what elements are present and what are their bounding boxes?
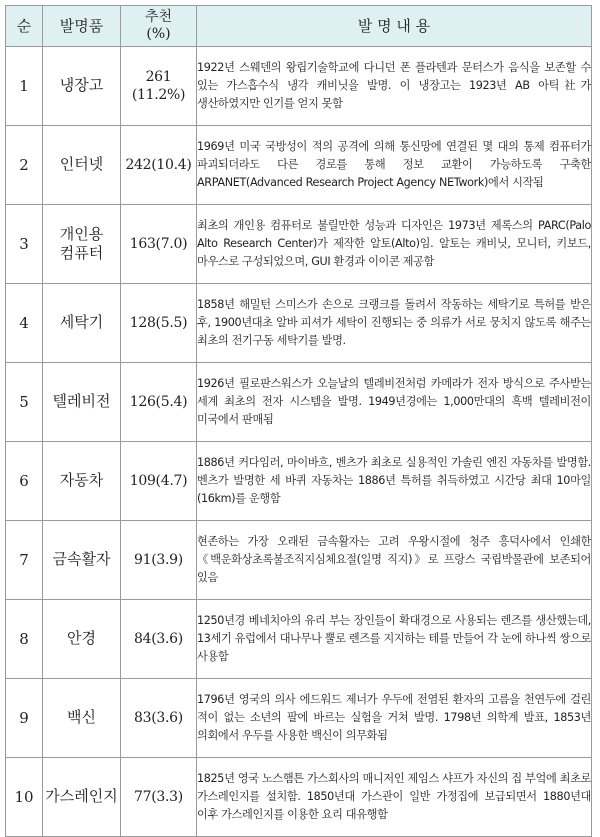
header-description: 발 명 내 용 <box>197 6 592 47</box>
description-cell: 1969년 미국 국방성이 적의 공격에 의해 통신망에 연결된 몇 대의 통제 컴퓨터가 파괴되더라도 다른 경로를 통해 정보 교환이 가능하도록 구축한 ARPANET(Advanced Research Project Agency NETwork)에서 시작됨 <box>197 126 592 205</box>
description-cell: 1250년경 베네치아의 유리 부는 장인들이 확대경으로 사용되는 렌즈를 생산했는데, 13세기 유럽에서 대나무나 뿔로 렌즈를 지지하는 테를 만들어 각 눈에 하나씩 쌍으로 사용함 <box>197 600 592 679</box>
description-cell: 1922년 스웨덴의 왕립기술학교에 다니던 폰 플라텐과 문터스가 음식을 보존할 수 있는 가스흡수식 냉각 캐비닛을 발명. 이 냉장고는 1923년 AB 아틱社가 생산하였지만 인기를 얻지 못함 <box>197 47 592 126</box>
recommendation-cell: 83(3.6) <box>121 679 197 758</box>
recommendation-cell: 77(3.3) <box>121 758 197 837</box>
table-row <box>6 600 592 679</box>
rank-cell: 5 <box>6 363 43 442</box>
invention-name-cell: 텔레비전 <box>43 363 121 442</box>
recommendation-cell: 242(10.4) <box>121 126 197 205</box>
header-no: 순 <box>6 6 43 47</box>
recommendation-cell: 126(5.4) <box>121 363 197 442</box>
table-row <box>6 126 592 205</box>
recommendation-cell: 109(4.7) <box>121 442 197 521</box>
description-cell: 1886년 커다임러, 마이바흐, 벤츠가 최초로 실용적인 가솔린 엔진 자동차를 발명함. 벤츠가 발명한 세 바퀴 자동차는 1886년 특허를 취득하였고 시간당 최대 10마일(16km)를 운행함 <box>197 442 592 521</box>
rank-cell: 10 <box>6 758 43 837</box>
table-row <box>6 363 592 442</box>
invention-name-cell: 가스레인지 <box>43 758 121 837</box>
recommendation-cell: 128(5.5) <box>121 284 197 363</box>
description-cell: 1796년 영국의 의사 에드워드 제너가 우두에 전염된 환자의 고름을 천연두에 걸린 적이 없는 소년의 팔에 바르는 실험을 거쳐 발명. 1798년 의학계 발표, 1853년 의회에서 우두를 사용한 백신이 의무화됨 <box>197 679 592 758</box>
rank-cell: 4 <box>6 284 43 363</box>
recommendation-cell: 84(3.6) <box>121 600 197 679</box>
description-cell: 최초의 개인용 컴퓨터로 불릴만한 성능과 디자인은 1973년 제록스의 PARC(Palo Alto Research Center)가 제작한 알토(Alto)임. 알토는 캐비닛, 모니터, 키보드, 마우스로 구성되었으며, GUI 환경과 이이콘 제공함 <box>197 205 592 284</box>
table-row <box>6 47 592 126</box>
rank-cell: 2 <box>6 126 43 205</box>
invention-name-cell: 금속활자 <box>43 521 121 600</box>
table-row <box>6 442 592 521</box>
table-row <box>6 758 592 837</box>
recommendation-cell: 163(7.0) <box>121 205 197 284</box>
invention-name-cell: 인터넷 <box>43 126 121 205</box>
invention-name-cell: 자동차 <box>43 442 121 521</box>
invention-table <box>5 5 592 837</box>
rank-cell: 1 <box>6 47 43 126</box>
description-cell: 1858년 해밀턴 스미스가 손으로 크랭크를 돌려서 작동하는 세탁기로 특허를 받은 후, 1900년대초 알바 피셔가 세탁이 진행되는 중 의류가 서로 뭉치지 않도록 해주는 최초의 전기구동 세탁기를 발명. <box>197 284 592 363</box>
invention-name-cell: 냉장고 <box>43 47 121 126</box>
invention-name-cell: 세탁기 <box>43 284 121 363</box>
description-cell: 1926년 필로판스워스가 오늘날의 텔레비전처럼 카메라가 전자 방식으로 주사받는 세계 최초의 전자 시스템을 발명. 1949년경에는 1,000만대의 흑백 텔레비전이 미국에서 판매됨 <box>197 363 592 442</box>
rank-cell: 9 <box>6 679 43 758</box>
description-cell: 현존하는 가장 오래된 금속활자는 고려 우왕시절에 청주 흥덕사에서 인쇄한 《백운화상초록불조직지심체요절(일명 직지)》로 프랑스 국립박물관에 보존되어 있음 <box>197 521 592 600</box>
table-row <box>6 679 592 758</box>
table-row <box>6 284 592 363</box>
invention-name-cell: 안경 <box>43 600 121 679</box>
description-cell: 1825년 영국 노스햄튼 가스회사의 매니저인 제임스 샤프가 자신의 집 부엌에 최초로 가스레인지를 설치함. 1850년대 가스관이 일반 가정집에 보급되면서 1880년대 이후 가스레인지를 이용한 요리 대유행함 <box>197 758 592 837</box>
header-recommendation: 추천 (%) <box>121 6 197 47</box>
table-row <box>6 521 592 600</box>
invention-name-cell: 개인용 컴퓨터 <box>43 205 121 284</box>
rank-cell: 3 <box>6 205 43 284</box>
invention-name-cell: 백신 <box>43 679 121 758</box>
header-row <box>6 6 592 47</box>
header-name: 발명품 <box>43 6 121 47</box>
recommendation-cell: 91(3.9) <box>121 521 197 600</box>
table-row <box>6 205 592 284</box>
recommendation-cell: 261 (11.2%) <box>121 47 197 126</box>
rank-cell: 7 <box>6 521 43 600</box>
rank-cell: 6 <box>6 442 43 521</box>
rank-cell: 8 <box>6 600 43 679</box>
